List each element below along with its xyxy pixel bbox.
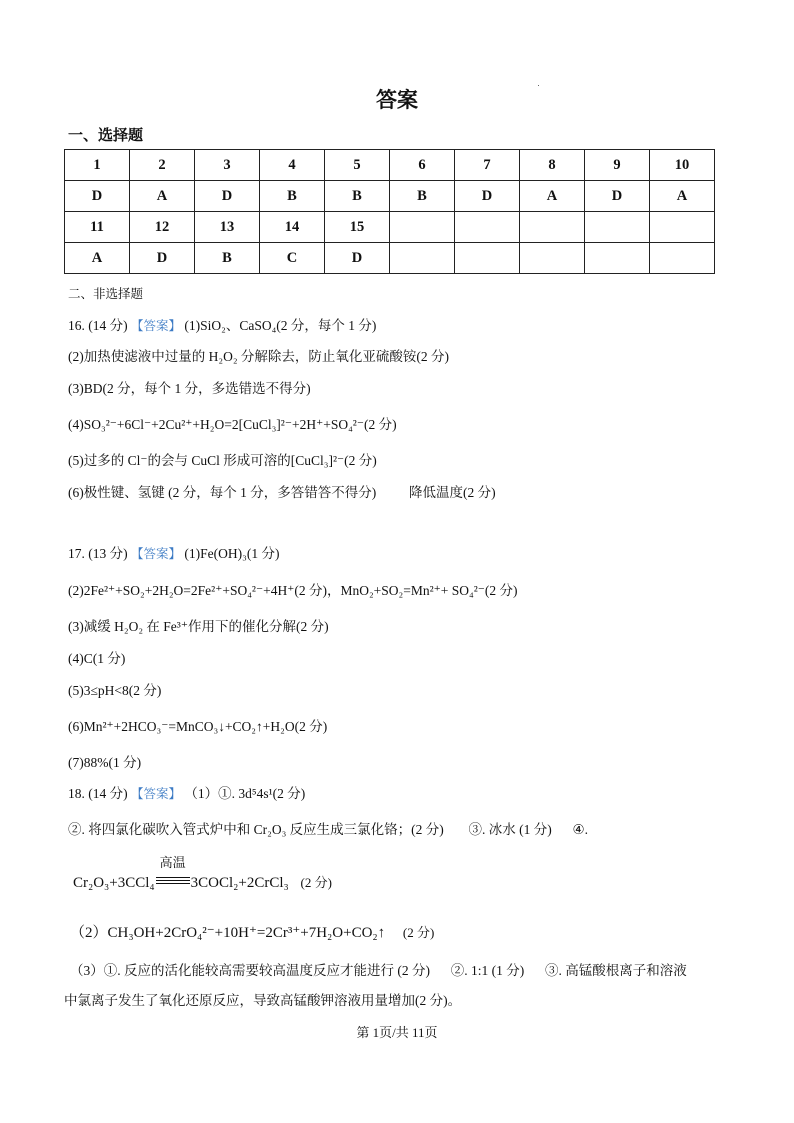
answer-cell: D [195,181,260,212]
q17-p1: (1)Fe(OH)₃(1 分) [184,546,280,561]
answer-row [65,243,715,274]
q16-p3: (3)BD(2 分，每个 1 分，多选错选不得分) [68,381,311,396]
q17-p6: (6)Mn²⁺+2HCO₃⁻=MnCO₃↓+CO₂↑+H₂O(2 分) [68,719,328,734]
q18-line1 [68,787,305,801]
answer-cell: A [130,181,195,212]
question-number-cell: 9 [585,150,650,181]
question-number-cell: 12 [130,212,195,243]
q16-line1 [68,319,376,333]
q18-p4a: （3）①. 反应的活化能较高需要较高温度反应才能进行 (2 分) [70,963,430,978]
question-number-row [65,150,715,181]
answer-cell: B [325,181,390,212]
answer-tag: 【答案】 [131,318,182,333]
q18-equation [73,856,332,891]
eq-score: (2 分) [300,875,332,890]
answer-table [64,149,715,274]
question-number-cell [455,212,520,243]
answer-cell: D [65,181,130,212]
q18-p2b: ③. 冰水 (1 分) [468,822,552,837]
section-heading-choice: 一、选择题 [68,126,144,144]
q17-head: 17. (13 分) [68,546,128,561]
question-number-cell: 11 [65,212,130,243]
answer-cell: A [65,243,130,274]
q18-line3 [70,926,434,941]
question-number-cell: 13 [195,212,260,243]
question-number-cell [585,212,650,243]
question-number-cell: 14 [260,212,325,243]
page-title: 答案 [376,88,418,112]
answer-cell [455,243,520,274]
answer-cell [650,243,715,274]
question-number-cell: 15 [325,212,390,243]
answer-cell: A [650,181,715,212]
answer-cell: D [455,181,520,212]
question-number-cell: 3 [195,150,260,181]
q17-line1 [68,547,279,561]
answer-cell: D [325,243,390,274]
question-number-cell [390,212,455,243]
answer-tag: 【答案】 [131,546,182,561]
q18-p4c: ③. 高锰酸根离子和溶液 [545,963,687,978]
q18-line4 [70,964,687,978]
q18-p1: （1）①. 3d⁵4s¹(2 分) [184,786,306,801]
q16-p4: (4)SO₃²⁻+6Cl⁻+2Cu²⁺+H₂O=2[CuCl₃]²⁻+2H⁺+SO₄²⁻(2 分) [68,417,397,432]
q18-p3-score: (2 分) [402,925,435,940]
question-number-cell: 1 [65,150,130,181]
question-number-cell [520,212,585,243]
question-number-cell: 8 [520,150,585,181]
question-number-cell: 4 [260,150,325,181]
q16-p5: (5)过多的 Cl⁻的会与 CuCl 形成可溶的[CuCl₃]²⁻(2 分) [68,453,377,468]
q18-p4b: ②. 1:1 (1 分) [450,963,525,978]
section-heading-nonchoice: 二、非选择题 [68,286,144,301]
q16-line6 [68,486,496,500]
q16-p6b: 降低温度(2 分) [408,485,496,500]
page-footer: 第 1页/共 11页 [356,1025,438,1040]
answer-cell [520,243,585,274]
question-number-row [65,212,715,243]
question-number-cell: 2 [130,150,195,181]
q18-p2: ②. 将四氯化碳吹入管式炉中和 Cr₂O₃ 反应生成三氯化铬；(2 分) [68,822,444,837]
answer-cell: B [195,243,260,274]
answer-cell: B [260,181,325,212]
eq-condition: 高温 [159,856,186,871]
answer-cell [390,243,455,274]
q18-p3: （2）CH₃OH+2CrO₄²⁻+10H⁺=2Cr³⁺+7H₂O+CO₂↑ [70,925,386,941]
question-number-cell [650,212,715,243]
answer-cell: C [260,243,325,274]
q18-line2 [68,823,588,837]
question-number-cell: 10 [650,150,715,181]
q17-p2: (2)2Fe²⁺+SO₂+2H₂O=2Fe²⁺+SO₄²⁻+4H⁺(2 分)，MnO₂+SO₂=Mn²⁺+ SO₄²⁻(2 分) [68,583,518,598]
eq-right: 3COCl₂+2CrCl₃ [190,875,289,891]
q16-p1: (1)SiO₂、CaSO₄(2 分，每个 1 分) [184,318,377,333]
reaction-arrow-equals [156,856,190,888]
answer-tag: 【答案】 [131,786,182,801]
question-number-cell: 7 [455,150,520,181]
q17-p3: (3)减缓 H₂O₂ 在 Fe³⁺作用下的催化分解(2 分) [68,619,329,634]
answer-cell: A [520,181,585,212]
answer-cell: D [130,243,195,274]
q17-p7: (7)88%(1 分) [68,755,142,770]
q18-head: 18. (14 分) [68,786,128,801]
q17-p5: (5)3≤pH<8(2 分) [68,683,162,698]
q17-p4: (4)C(1 分) [68,651,126,666]
question-number-cell: 5 [325,150,390,181]
answer-cell [585,243,650,274]
answer-cell: B [390,181,455,212]
q16-head: 16. (14 分) [68,318,128,333]
q16-p2: (2)加热使滤液中过量的 H₂O₂ 分解除去，防止氧化亚硫酸铵(2 分) [68,349,450,364]
answer-row [65,181,715,212]
answer-cell: D [585,181,650,212]
q16-p6a: (6)极性键、氢键 (2 分，每个 1 分，多答错答不得分) [68,485,377,500]
eq-left: Cr₂O₃+3CCl₄ [73,875,155,891]
q18-p4d: 中氯离子发生了氧化还原反应，导致高锰酸钾溶液用量增加(2 分)。 [64,993,462,1008]
q18-p2c: ④. [572,822,589,837]
question-number-cell: 6 [390,150,455,181]
stray-dot [538,85,539,86]
